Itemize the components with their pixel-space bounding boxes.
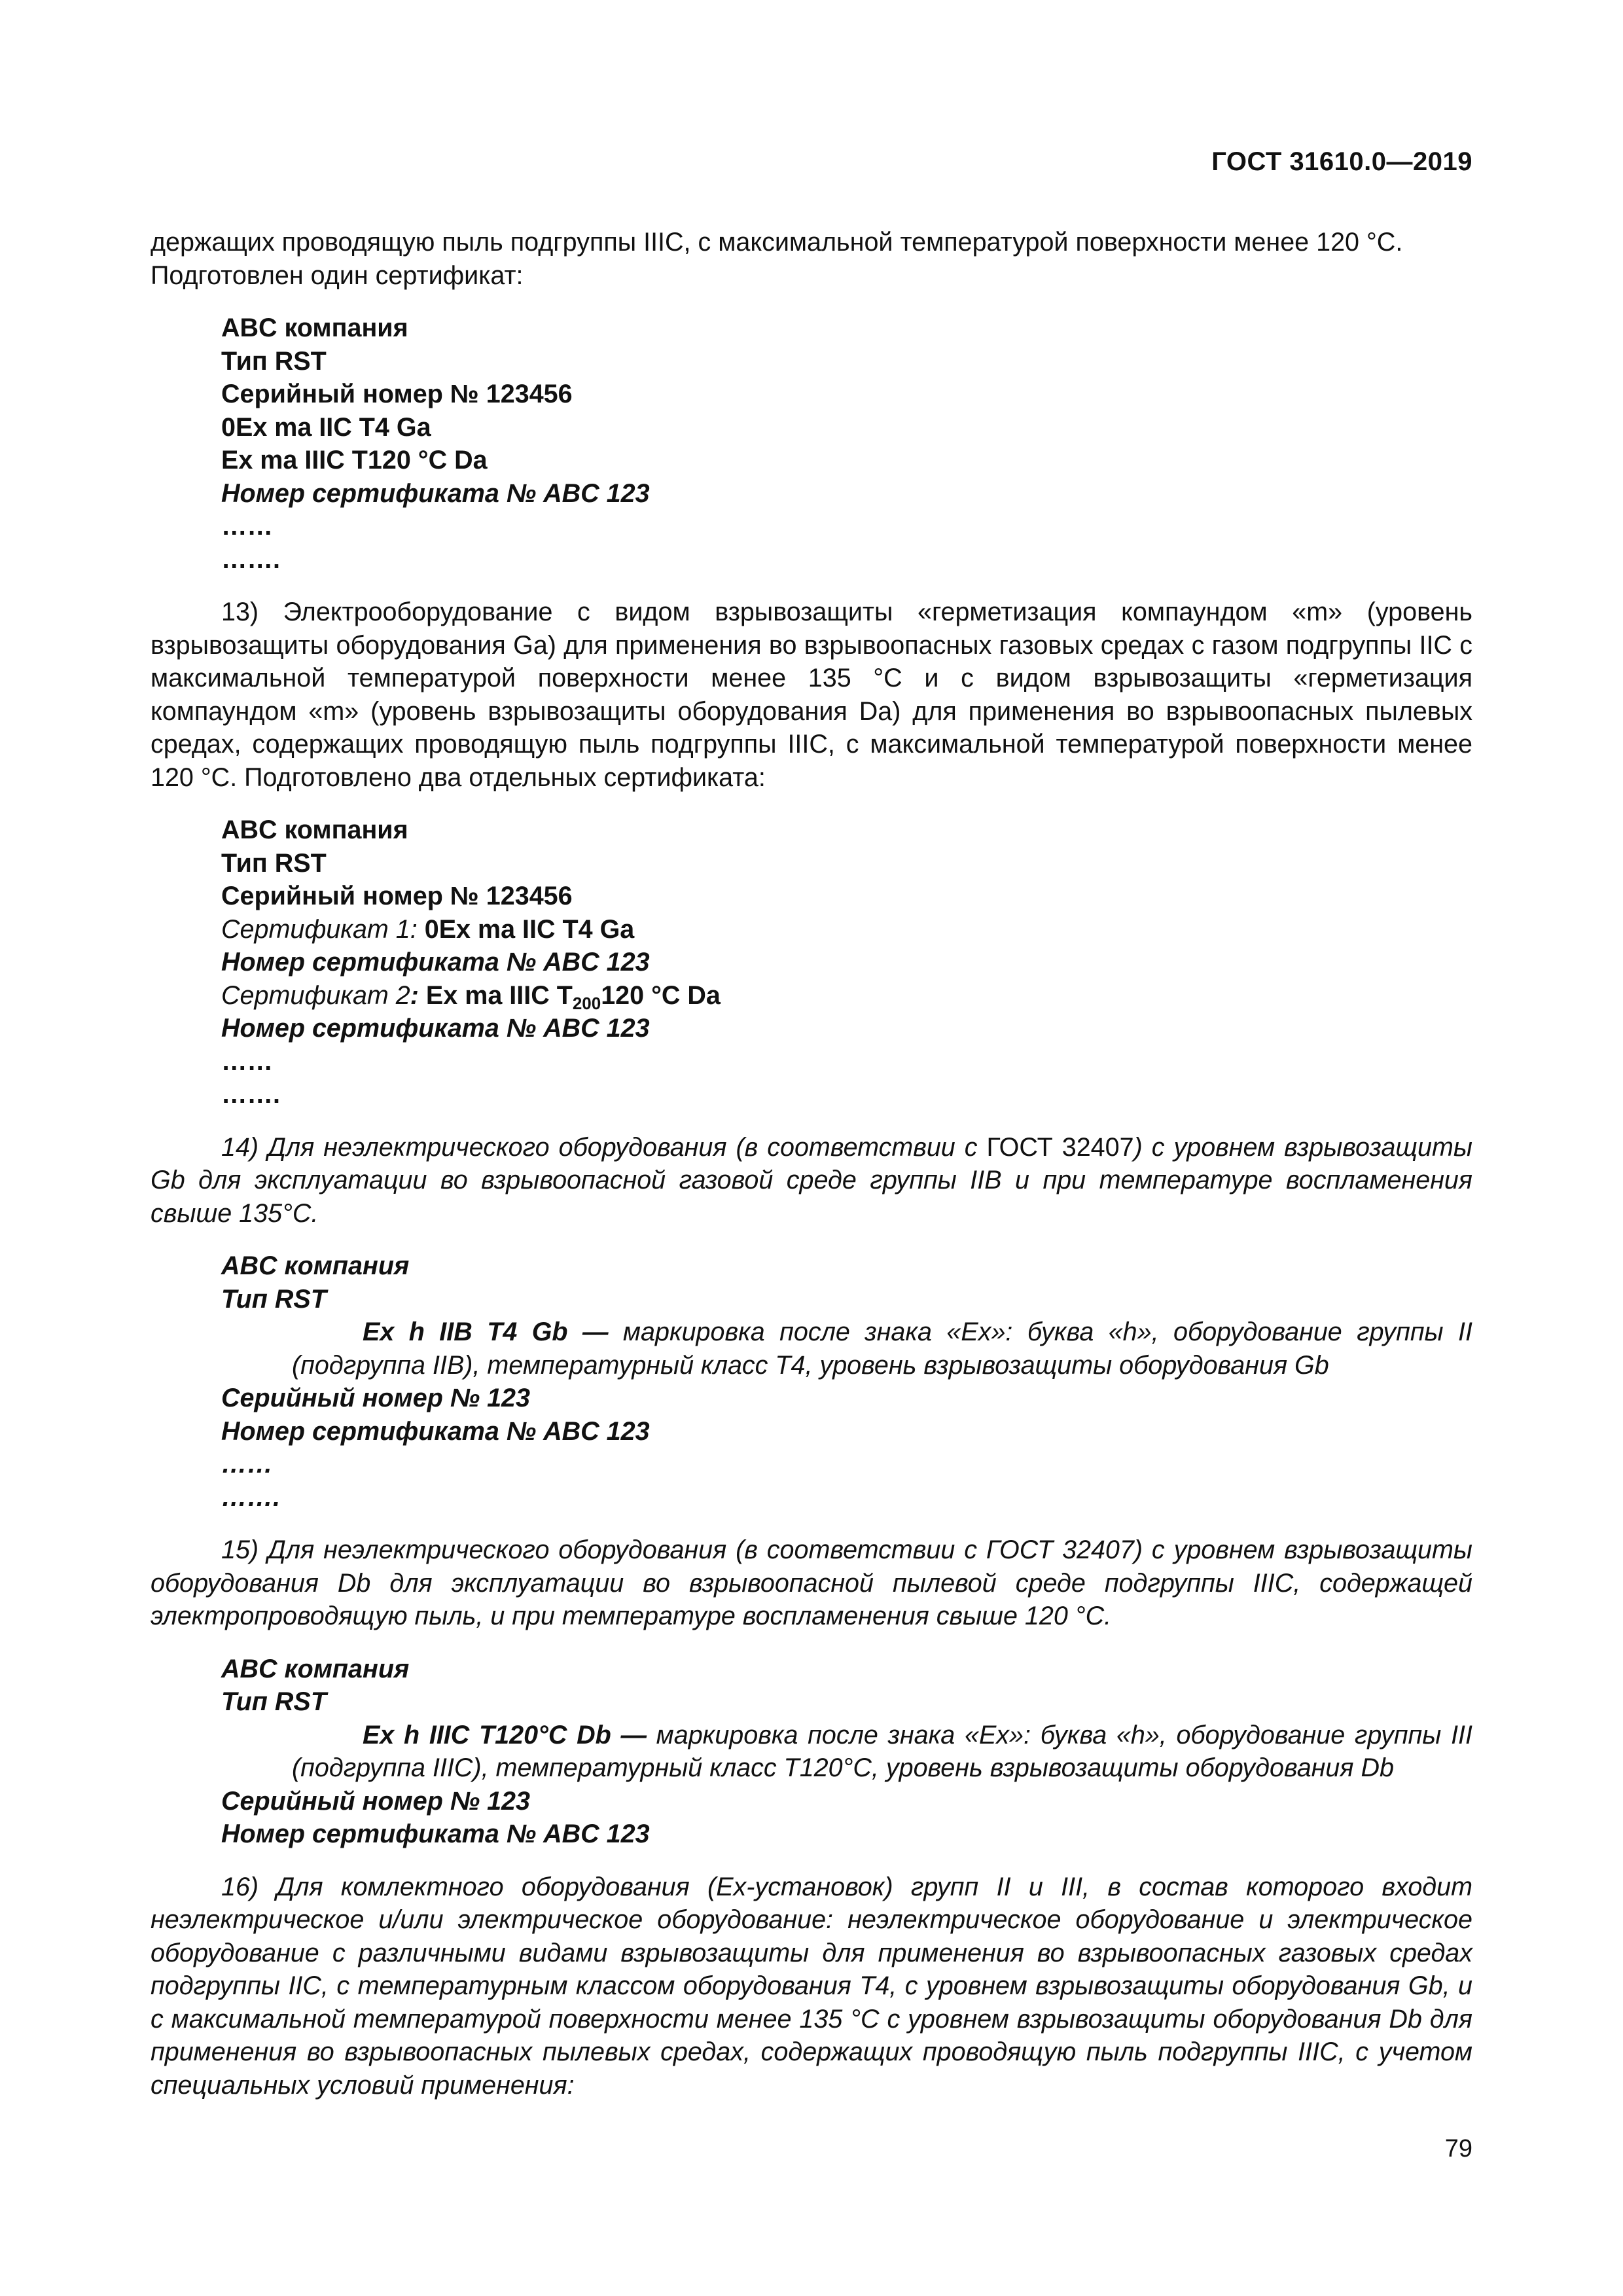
- marking-block-2: [151, 814, 1472, 1111]
- marking-block-3: [151, 1249, 1472, 1514]
- block4-serial: Серийный номер № 123: [221, 1786, 530, 1816]
- block2-company: ABC компания: [221, 816, 408, 844]
- block3-mark: [221, 1316, 1472, 1382]
- block1-type: Тип RST: [221, 346, 327, 376]
- block1-cert-number: Номер сертификата № ABC 123: [221, 478, 650, 508]
- cert-1-label: Сертификат 1:: [221, 914, 418, 944]
- marking-block-1: [151, 312, 1472, 576]
- cert-1-mark: 0Ex ma IIC T4 Ga: [424, 914, 635, 944]
- block2-ellipsis-1: ……: [221, 1047, 273, 1076]
- block4-mark-desc: маркировка после знака «Ex»: буква «h», оборудование группы III (подгруппа IIIC), температурный класс Т120°С, уровень взрывозащиты оборудования Db: [292, 1720, 1472, 1782]
- page-number: 79: [1444, 2135, 1472, 2162]
- intro-line-2: Подготовлен один сертификат:: [151, 260, 524, 290]
- cert-2-colon: :: [410, 980, 419, 1010]
- document-header: ГОСТ 31610.0—2019: [1211, 147, 1472, 176]
- block2-cert-2-number: Номер сертификата № ABC 123: [221, 1014, 650, 1043]
- block3-mark-code: Ex h IIB T4 Gb —: [363, 1318, 609, 1346]
- block1-mark-1: 0Ex ma IIC T4 Ga: [221, 412, 431, 442]
- paragraph-13: 13) Электрооборудование с видом взрывозащиты «герметизация компаундом «m» (уровень взрывозащиты оборудования Ga) для применения во взрывоопасных газовых средах с газом подгруппы IIC с максимальной температурой поверхности менее 135 °C и с видом взрывозащиты «герметизация компаундом «m» (уровень взрывозащиты оборудования Da) для применения во взрывоопасных пылевых средах, содержащих проводящую пыль подгруппы IIIC, с максимальной температурой поверхности менее 120 °C. Подготовлено два отдельных сертификата:: [151, 598, 1472, 792]
- block2-cert-1: [221, 913, 1472, 946]
- block3-ellipsis-1: ……: [221, 1450, 273, 1479]
- block1-ellipsis-1: ……: [221, 512, 273, 541]
- block4-mark: [221, 1719, 1472, 1785]
- block4-company: ABC компания: [221, 1654, 410, 1683]
- cert-2-mark-a: Ex ma IIIC T: [425, 980, 573, 1010]
- block4-mark-code: Ex h IIIC T120°C Db —: [363, 1720, 647, 1749]
- p14-text-b: ) с уровнем взрывозащиты Gb для эксплуатации во взрывоопасной газовой среде группы IIB и при температуре воспламенения свыше 135°С.: [151, 1132, 1472, 1228]
- block2-type: Тип RST: [221, 848, 327, 878]
- intro-line-1: держащих проводящую пыль подгруппы IIIC, с максимальной температурой поверхности менее 120 °C.: [151, 228, 1403, 257]
- cert-2-label: Сертификат 2: [221, 980, 410, 1010]
- block2-serial: Серийный номер № 123456: [221, 882, 573, 910]
- block1-company: ABC компания: [221, 314, 408, 342]
- block3-ellipsis-2: …….: [221, 1482, 280, 1512]
- block1-mark-2: Ex ma IIIC T120 °C Da: [221, 446, 488, 475]
- block2-ellipsis-2: …….: [221, 1080, 280, 1109]
- cert-2-mark-sub: 200: [572, 993, 601, 1013]
- block3-serial: Серийный номер № 123: [221, 1384, 530, 1412]
- block1-serial: Серийный номер № 123456: [221, 380, 573, 408]
- paragraph-intro: [151, 226, 1472, 292]
- p14-text-a: 14) Для неэлектрического оборудования (в соответствии с: [221, 1132, 987, 1162]
- block1-ellipsis-2: …….: [221, 545, 280, 574]
- paragraph-14: [151, 1131, 1472, 1230]
- block3-cert-number: Номер сертификата № ABC 123: [221, 1416, 650, 1446]
- paragraph-16: 16) Для комлектного оборудования (Ex-установок) групп II и III, в состав которого входит неэлектрическое и/или электрическое оборудование: неэлектрическое оборудование и электрическое оборудование с различными видами взрывозащиты для применения во взрывоопасных газовых средах подгруппы IIC, с температурным классом оборудования Т4, с уровнем взрывозащиты оборудования Gb, и с максимальной температурой поверхности менее 135 °С с уровнем взрывозащиты оборудования Db для применения во взрывоопасных пылевых средах, содержащих проводящую пыль подгруппы IIIC, с учетом специальных условий применения:: [151, 1872, 1472, 2100]
- document-body: [151, 226, 1472, 2102]
- block4-type: Тип RST: [221, 1687, 327, 1716]
- paragraph-15: 15) Для неэлектрического оборудования (в соответствии с ГОСТ 32407) с уровнем взрывозащиты оборудования Db для эксплуатации во взрывоопасной пылевой среде подгруппы IIIC, содержащей электропроводящую пыль, и при температуре воспламенения свыше 120 °С.: [151, 1535, 1472, 1630]
- block4-cert-number: Номер сертификата № ABC 123: [221, 1820, 650, 1848]
- cert-2-mark-b: 120 °C Da: [601, 980, 721, 1010]
- marking-block-4: [151, 1653, 1472, 1851]
- block2-cert-2: [221, 979, 1472, 1013]
- p14-standard-ref: ГОСТ 32407: [986, 1132, 1134, 1162]
- block3-mark-desc: маркировка после знака «Ex»: буква «h», оборудование группы II (подгруппа IIB), температурный класс Т4, уровень взрывозащиты оборудования Gb: [292, 1318, 1472, 1380]
- block3-company: ABC компания: [221, 1251, 410, 1280]
- block3-type: Тип RST: [221, 1284, 327, 1314]
- block2-cert-1-number: Номер сертификата № ABC 123: [221, 948, 650, 977]
